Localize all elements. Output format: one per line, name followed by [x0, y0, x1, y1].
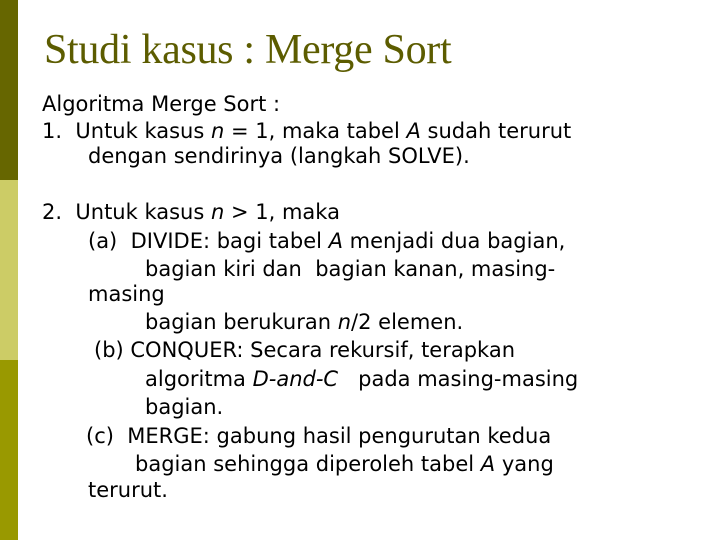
text-line: 1. Untuk kasus n = 1, maka tabel A sudah terurut: [42, 119, 572, 143]
text-line: terurut.: [88, 478, 168, 502]
text-line: Algoritma Merge Sort :: [42, 92, 281, 116]
text-line: algoritma D-and-C pada masing-masing: [145, 367, 579, 391]
text-line: (a) DIVIDE: bagi tabel A menjadi dua bagian,: [88, 229, 566, 253]
decor-bar-bottom: [0, 360, 18, 540]
text-line: (b) CONQUER: Secara rekursif, terapkan: [94, 338, 516, 362]
slide-title: Studi kasus : Merge Sort: [44, 27, 452, 73]
decor-bar-top: [0, 0, 18, 180]
text-line: 2. Untuk kasus n > 1, maka: [42, 200, 340, 224]
text-line: bagian.: [145, 395, 224, 419]
text-line: (c) MERGE: gabung hasil pengurutan kedua: [86, 424, 552, 448]
text-line: masing: [88, 282, 165, 306]
text-line: bagian berukuran n/2 elemen.: [145, 310, 464, 334]
text-line: bagian sehingga diperoleh tabel A yang: [135, 452, 554, 476]
text-line: bagian kiri dan bagian kanan, masing-: [145, 257, 556, 281]
decor-bar-middle: [0, 180, 18, 360]
text-line: dengan sendirinya (langkah SOLVE).: [88, 144, 470, 168]
